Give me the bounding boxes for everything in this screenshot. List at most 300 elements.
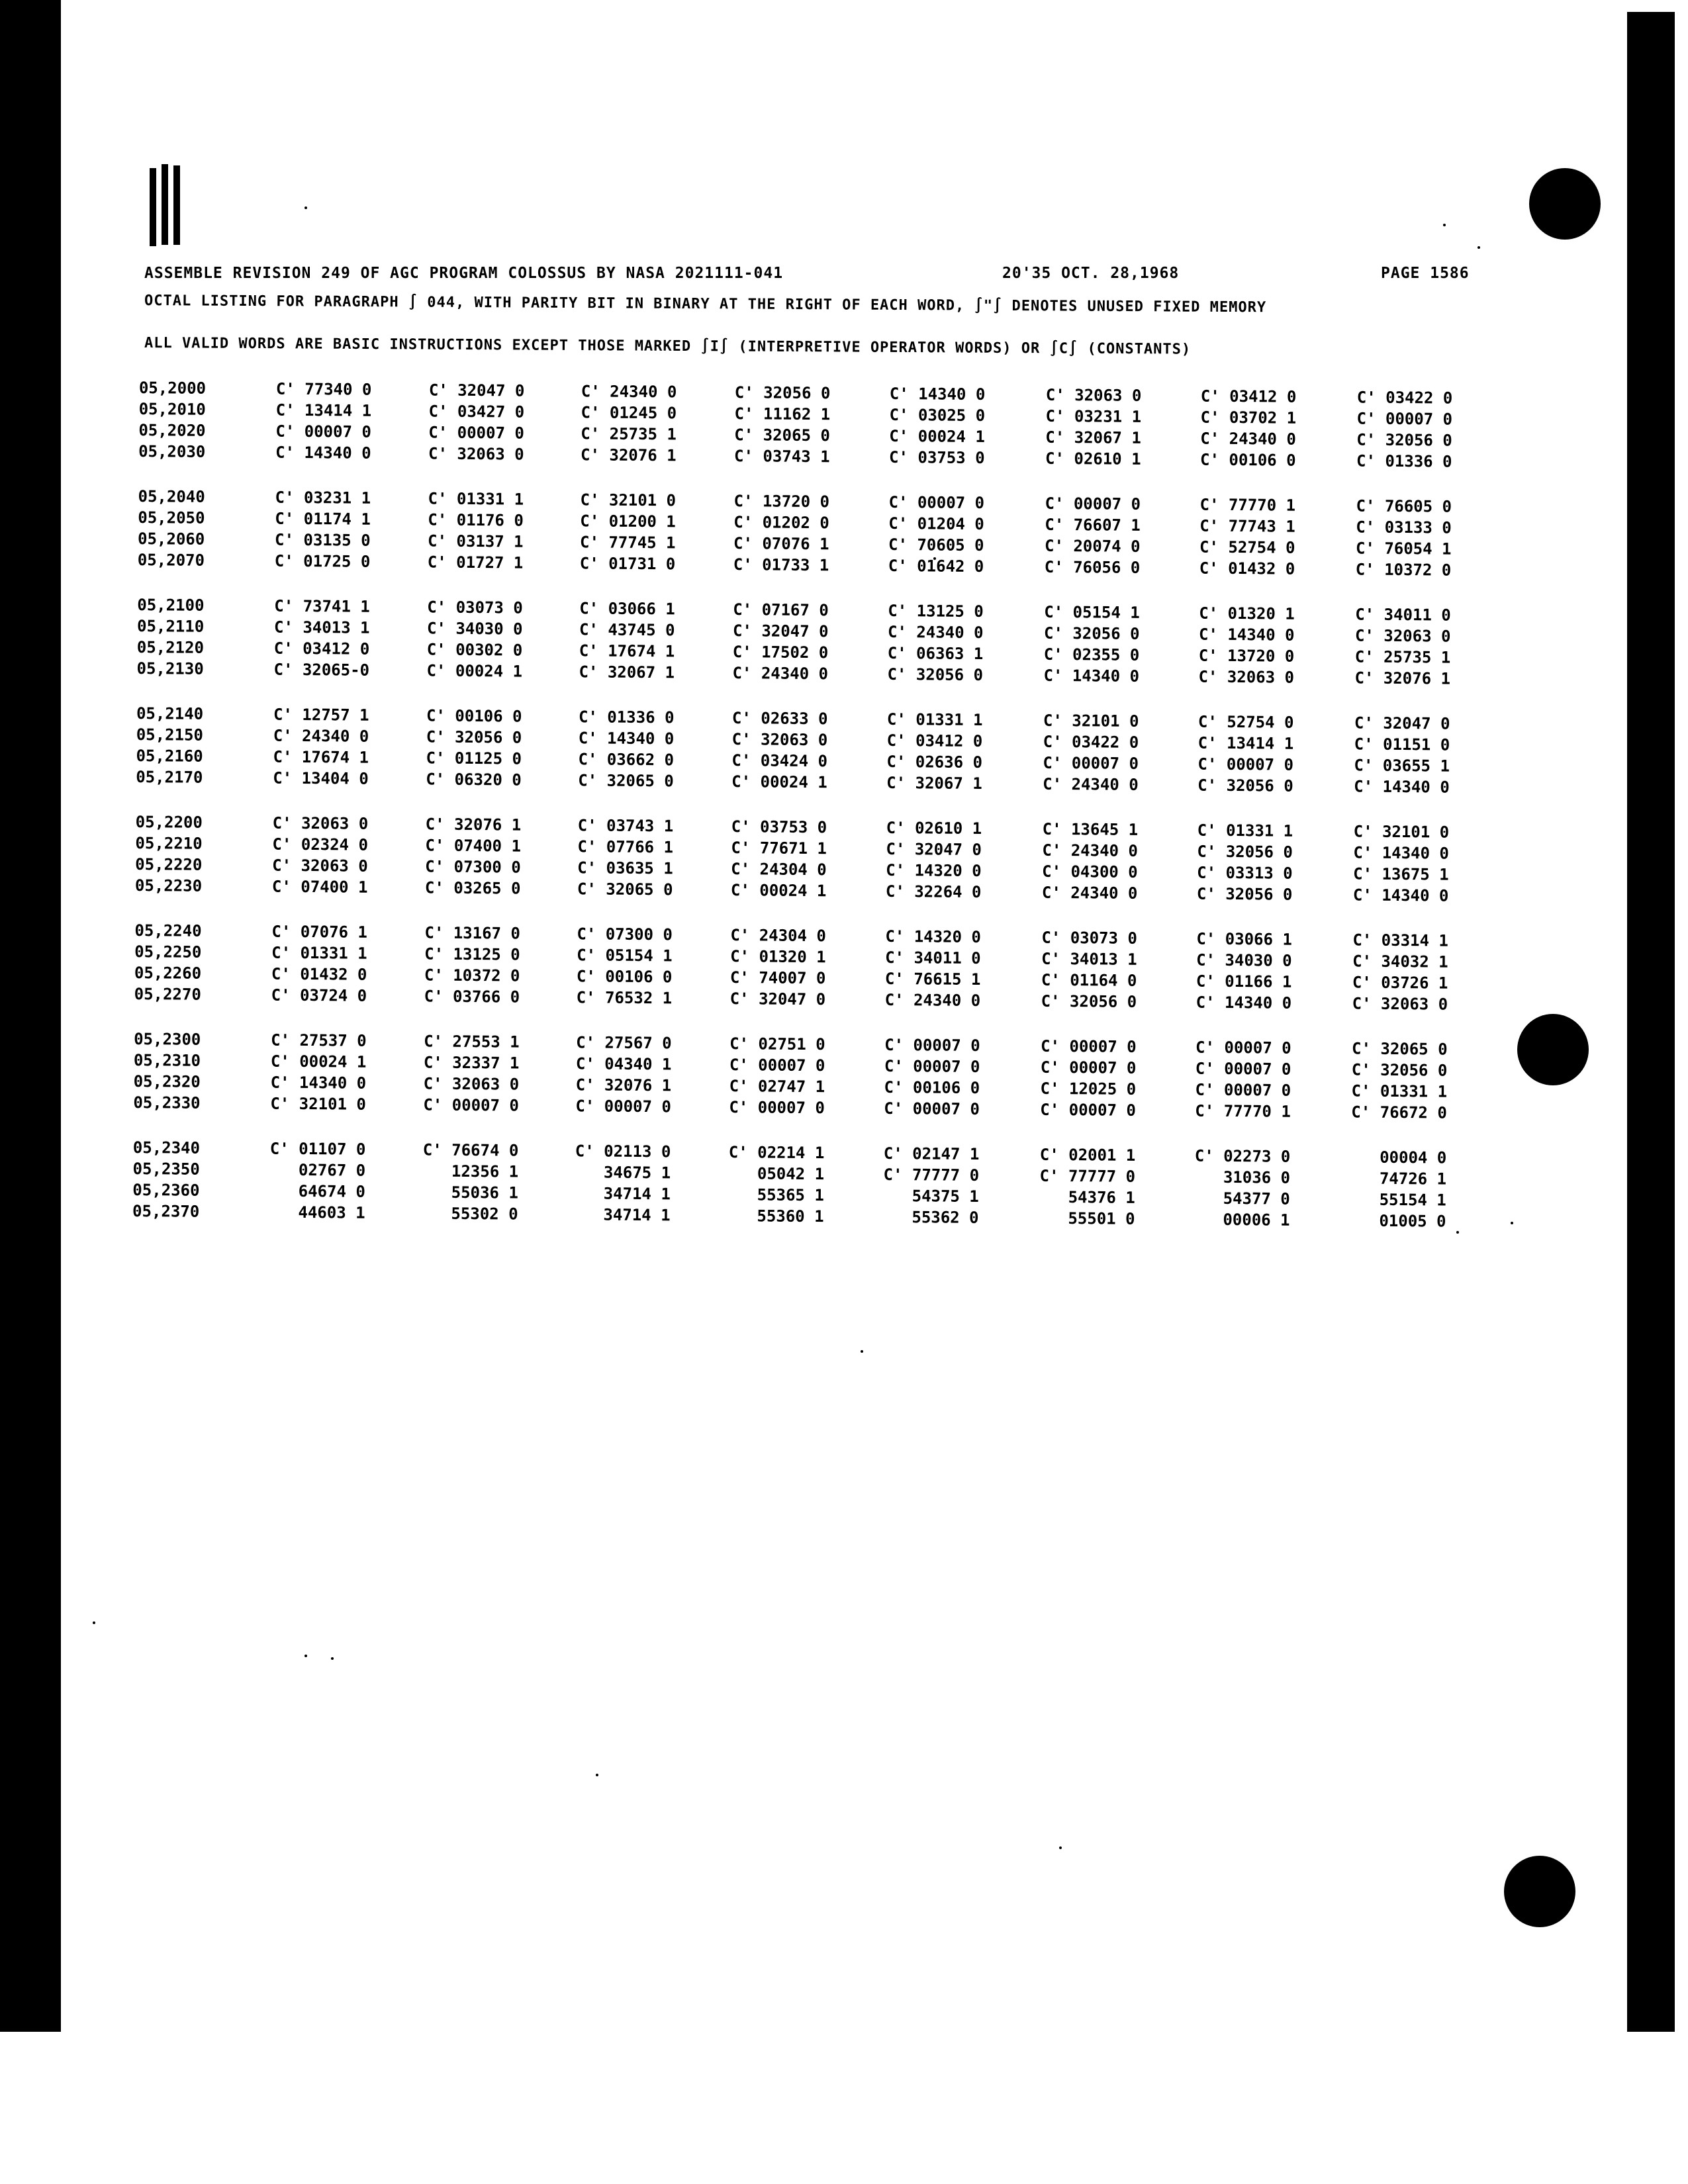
octal-word: C' 14340 0 [578,729,675,749]
address-label: 05,2110 [136,616,205,636]
octal-word: C' 76674 0 [422,1140,519,1160]
octal-word: 55302 0 [422,1204,518,1224]
octal-word: 55362 0 [882,1207,979,1228]
octal-word: C' 01200 1 [580,512,676,531]
listing-subtitle: OCTAL LISTING FOR PARAGRAPH ∫ 044, WITH PARITY BIT IN BINARY AT THE RIGHT OF EACH WORD, ∫"∫ DENOTES UNUSED FIXED MEMORY [144,293,1267,316]
octal-word: C' 24340 0 [273,726,369,746]
octal-word: C' 32056 0 [734,383,831,403]
octal-word: C' 34032 1 [1352,952,1448,972]
octal-word: 31036 0 [1194,1167,1291,1187]
octal-word: C' 03066 1 [579,599,675,619]
octal-word: C' 01432 0 [271,964,367,984]
octal-word: C' 32047 0 [1354,713,1450,733]
octal-word: C' 03412 0 [886,731,983,751]
octal-word: C' 00007 0 [1041,1036,1137,1056]
octal-word: C' 03135 0 [274,530,371,550]
octal-word: C' 05154 1 [577,946,673,966]
octal-word: C' 32063 0 [272,813,369,833]
octal-word: C' 02001 1 [1039,1145,1136,1165]
octal-word: C' 32065 0 [578,771,674,791]
address-label: 05,2130 [136,659,204,678]
octal-word: C' 00024 1 [270,1052,367,1071]
octal-word: C' 07300 0 [425,857,521,877]
octal-word: C' 14340 0 [1353,843,1450,863]
octal-word: C' 10372 0 [1355,560,1452,580]
octal-word: 01005 0 [1350,1211,1446,1231]
address-label: 05,2140 [136,704,204,723]
octal-word: 64674 0 [269,1181,365,1201]
octal-word: C' 03314 1 [1352,931,1448,950]
octal-word: C' 00007 0 [884,1056,980,1077]
octal-word: C' 03265 0 [424,878,521,898]
octal-word: C' 03724 0 [271,985,367,1005]
listing-block [136,596,1501,691]
octal-word: C' 11162 1 [734,404,831,424]
octal-word: C' 02610 1 [886,818,982,839]
address-label: 05,2040 [138,486,205,506]
octal-word: C' 17502 0 [732,643,829,662]
octal-word: C' 00007 0 [575,1097,671,1116]
octal-word: 55501 0 [1039,1208,1135,1228]
octal-word: C' 00007 0 [1196,1038,1291,1058]
address-label: 05,2200 [135,812,203,832]
octal-word: 54376 1 [1039,1187,1135,1207]
octal-word: C' 74007 0 [729,968,826,988]
octal-word: C' 14320 0 [885,927,982,947]
octal-word: C' 03313 0 [1197,863,1293,883]
octal-word: C' 13675 1 [1353,864,1449,884]
octal-word: C' 03743 1 [733,447,830,467]
octal-word: C' 14340 0 [889,384,986,404]
octal-word: C' 02636 0 [886,752,983,772]
listing-block [135,813,1499,908]
octal-word: C' 25735 1 [1354,647,1451,667]
octal-word: C' 14340 0 [1352,886,1449,905]
octal-word: C' 03231 1 [275,488,371,508]
octal-word: C' 01432 0 [1199,559,1295,578]
octal-word: C' 03422 0 [1043,732,1139,752]
octal-word: C' 07167 0 [733,600,829,620]
octal-word: C' 00007 0 [1043,753,1139,773]
octal-word: C' 03766 0 [424,987,520,1007]
octal-word: C' 32056 0 [1041,991,1137,1011]
octal-word: C' 24340 0 [1041,883,1138,903]
octal-word: C' 01331 1 [428,489,524,509]
octal-word: C' 76605 0 [1356,496,1452,516]
address-label: 05,2250 [134,942,202,962]
octal-word: C' 24340 0 [1200,429,1296,449]
octal-word: C' 00024 1 [730,881,827,901]
octal-word: C' 32067 1 [579,662,675,682]
octal-word: 34714 1 [574,1205,671,1225]
octal-word: C' 32063 0 [423,1074,520,1094]
octal-word: C' 00007 0 [729,1098,825,1118]
octal-word: C' 03412 0 [273,639,370,659]
octal-word: C' 01320 1 [730,947,826,967]
octal-word: C' 32065-0 [273,660,370,680]
octal-word: C' 76054 1 [1355,539,1452,559]
octal-word: C' 77745 1 [579,533,676,553]
octal-word: C' 01202 0 [733,513,829,533]
octal-word: C' 14320 0 [886,860,982,881]
octal-word: C' 76672 0 [1351,1103,1447,1122]
octal-word: C' 01245 0 [581,403,677,423]
address-label: 05,2240 [134,921,202,940]
octal-word: 55360 1 [727,1206,824,1226]
octal-word: C' 01336 0 [578,707,675,727]
octal-word: C' 01642 0 [888,556,984,576]
octal-word: C' 13414 1 [275,400,372,420]
octal-word: C' 24304 0 [730,926,827,946]
octal-word: C' 32063 0 [1354,626,1451,646]
octal-word: C' 07766 1 [577,837,674,857]
octal-word: C' 77770 1 [1199,495,1296,515]
address-label: 05,2340 [132,1138,201,1158]
octal-word: C' 32063 0 [731,730,828,750]
assembly-header [144,265,1470,282]
octal-word: C' 32067 1 [886,773,982,794]
octal-word: C' 32063 0 [272,856,368,876]
address-label: 05,2070 [137,550,205,570]
octal-word: C' 01107 0 [269,1139,366,1159]
octal-word: C' 70605 0 [888,535,984,555]
octal-word: C' 03702 1 [1200,408,1297,428]
punch-hole-bottom [1504,1856,1575,1927]
octal-word: C' 00302 0 [426,640,523,660]
octal-word: C' 14340 0 [275,443,371,463]
octal-word: C' 00007 0 [888,492,985,513]
octal-word: C' 24340 0 [887,622,984,643]
octal-word: C' 01331 1 [886,709,983,730]
octal-word: C' 32076 1 [425,815,522,835]
octal-word: C' 03066 1 [1196,929,1293,949]
octal-word: C' 00007 0 [729,1056,825,1075]
octal-word: C' 32063 0 [1198,667,1295,687]
address-label: 05,2170 [136,767,203,787]
octal-word: 55365 1 [728,1185,824,1205]
octal-word: C' 32065 0 [734,426,830,445]
octal-word: C' 27553 1 [424,1032,520,1052]
page-number: PAGE 1586 [1381,265,1470,282]
octal-word: C' 32056 0 [1356,430,1452,450]
octal-word: C' 01731 0 [579,554,676,574]
octal-word: C' 00106 0 [576,967,673,987]
octal-word: C' 00007 0 [884,1035,980,1056]
octal-word: C' 01174 1 [275,509,371,529]
octal-word: C' 34030 0 [426,619,523,639]
octal-word: C' 00007 0 [1040,1058,1137,1077]
octal-word: C' 32076 1 [1354,668,1451,688]
octal-word: C' 01204 0 [888,514,984,534]
octal-word: C' 14340 0 [1198,625,1295,645]
octal-word: C' 32101 0 [270,1094,367,1114]
punch-hole-top [1529,168,1601,240]
address-label: 05,2300 [134,1029,201,1049]
address-label: 05,2150 [136,725,204,745]
octal-word: 44603 1 [269,1203,365,1222]
octal-word: C' 52754 0 [1199,537,1295,557]
octal-word: C' 06320 0 [426,770,522,790]
octal-word: C' 34030 0 [1196,950,1292,970]
octal-word: C' 00007 0 [1197,754,1294,774]
octal-word: C' 01166 1 [1196,972,1292,991]
octal-word: C' 01164 0 [1041,970,1137,990]
octal-word: C' 52754 0 [1197,712,1294,732]
scan-edge-left [0,0,61,2032]
octal-word: C' 32264 0 [885,882,982,902]
address-label: 05,2030 [138,441,206,461]
octal-word: C' 03231 1 [1045,406,1142,426]
octal-word: C' 07400 1 [271,877,368,897]
octal-word: C' 02633 0 [731,709,828,729]
octal-word: C' 02355 0 [1043,645,1140,664]
octal-word: 34675 1 [575,1163,671,1183]
listing-legend: ALL VALID WORDS ARE BASIC INSTRUCTIONS EXCEPT THOSE MARKED ∫I∫ (INTERPRETIVE OPERATOR WORDS) OR ∫C∫ (CONSTANTS) [144,335,1192,358]
octal-word: C' 10372 0 [424,966,520,985]
address-label: 05,2220 [135,854,203,874]
octal-word: C' 03655 1 [1354,756,1450,776]
octal-word: C' 00007 0 [423,1095,519,1115]
octal-word: C' 01727 1 [427,553,524,572]
octal-word: C' 00007 0 [1040,1100,1136,1120]
octal-word: C' 32101 0 [1043,711,1139,731]
octal-word: C' 32056 0 [1197,776,1293,796]
octal-word: C' 24340 0 [1043,774,1139,794]
octal-word: C' 00106 0 [1199,450,1296,470]
octal-word: 55036 1 [422,1183,518,1203]
octal-word: C' 03726 1 [1352,973,1448,993]
assembly-title: ASSEMBLE REVISION 249 OF AGC PROGRAM COLOSSUS BY NASA 2021111-041 [144,265,784,282]
octal-word: C' 32101 0 [580,490,677,510]
octal-word: C' 02747 1 [729,1077,825,1097]
octal-word: C' 01125 0 [426,749,522,768]
octal-word: 02767 0 [269,1160,366,1180]
octal-word: 55154 1 [1350,1190,1446,1210]
octal-word: C' 32056 0 [1351,1060,1448,1080]
octal-word: C' 32065 0 [577,880,673,899]
octal-word: C' 06363 1 [887,643,984,664]
octal-word: C' 00024 1 [731,772,827,792]
octal-word: C' 00106 0 [426,706,522,726]
octal-word: C' 01320 1 [1199,604,1295,623]
octal-word: C' 00024 1 [426,661,523,681]
octal-word: C' 32056 0 [1197,842,1293,862]
octal-word: C' 03133 0 [1356,518,1452,537]
octal-word: C' 01151 0 [1354,735,1450,754]
octal-word: C' 13720 0 [1198,646,1295,666]
address-label: 05,2330 [133,1093,201,1113]
octal-word: C' 07076 1 [733,534,829,554]
octal-word: C' 03073 0 [1041,928,1138,948]
address-label: 05,2050 [138,508,205,527]
octal-word: C' 24340 0 [1042,841,1139,860]
address-label: 05,2370 [132,1201,200,1221]
address-label: 05,2310 [133,1050,201,1070]
octal-word: C' 03424 0 [731,751,828,771]
octal-listing [132,379,1503,1257]
octal-word: C' 00007 0 [428,423,524,443]
octal-word: C' 32063 0 [1045,385,1142,405]
octal-word: C' 00007 0 [275,422,371,441]
octal-word: C' 00007 0 [1195,1080,1291,1100]
octal-word: C' 00007 0 [1045,494,1141,514]
octal-word: C' 02147 1 [883,1144,980,1164]
octal-word: C' 03137 1 [427,531,524,551]
octal-word: C' 01331 1 [1197,821,1293,841]
octal-word: C' 01336 0 [1356,451,1452,471]
octal-word: C' 77671 1 [731,839,827,858]
listing-block [133,1030,1497,1125]
octal-word: C' 32337 1 [423,1053,520,1073]
octal-word: C' 01331 1 [271,943,367,963]
octal-word: C' 03662 0 [578,750,675,770]
octal-word: C' 07300 0 [577,925,673,944]
listing-block [132,1138,1497,1234]
octal-word: 00004 0 [1350,1148,1447,1167]
octal-word: C' 13167 0 [424,923,521,943]
address-label: 05,2320 [133,1071,201,1091]
octal-word: C' 17674 1 [579,641,675,661]
octal-word: C' 24340 0 [884,990,981,1011]
octal-word: C' 73741 1 [274,596,370,616]
octal-word: C' 02751 0 [729,1034,825,1054]
octal-word: C' 00007 0 [1356,409,1453,429]
octal-word: C' 01733 1 [733,555,829,575]
octal-word: C' 02273 0 [1194,1146,1291,1166]
octal-word: C' 14340 0 [1196,993,1292,1013]
octal-word: C' 25735 1 [581,424,677,444]
octal-word: C' 03635 1 [577,858,673,878]
octal-word: C' 14340 0 [270,1073,367,1093]
punch-hole-middle [1517,1014,1589,1085]
octal-word: C' 77743 1 [1199,516,1295,536]
octal-word: C' 01331 1 [1351,1081,1448,1101]
octal-word: C' 32047 0 [886,839,982,860]
address-label: 05,2360 [132,1180,200,1200]
octal-word: C' 04340 1 [575,1054,672,1074]
octal-word: C' 00007 0 [1195,1059,1291,1079]
octal-word: C' 14340 0 [1354,777,1450,797]
octal-word: C' 32063 0 [1352,994,1448,1014]
octal-word: C' 13720 0 [733,492,830,512]
assembly-date: 20'35 OCT. 28,1968 [1002,265,1180,282]
listing-block [138,487,1502,582]
octal-word: C' 34011 0 [885,948,981,968]
address-label: 05,2260 [134,963,202,983]
octal-word: C' 24340 0 [581,382,677,402]
octal-word: C' 00024 1 [889,426,985,447]
octal-word: C' 24340 0 [732,664,829,684]
octal-word: C' 32101 0 [1353,822,1450,842]
address-label: 05,2210 [135,833,203,853]
octal-word: C' 03427 0 [428,402,525,422]
octal-word: C' 02214 1 [728,1143,825,1163]
octal-word: C' 34011 0 [1355,605,1451,625]
octal-word: C' 76615 1 [884,969,981,989]
octal-word: C' 13645 1 [1042,819,1139,839]
octal-word: C' 12757 1 [273,705,369,725]
octal-word: C' 32067 1 [1045,428,1141,447]
octal-word: C' 32056 0 [1196,884,1293,904]
octal-word: C' 77777 0 [1039,1166,1136,1186]
octal-word: C' 27537 0 [271,1030,367,1050]
octal-word: C' 13125 0 [424,944,520,964]
octal-word: C' 24304 0 [731,860,827,880]
octal-word: C' 32076 1 [575,1075,672,1095]
octal-word: C' 02324 0 [272,835,369,854]
octal-word: C' 02113 0 [575,1142,671,1161]
octal-word: C' 20074 0 [1044,536,1141,556]
octal-word: C' 32063 0 [428,444,524,464]
octal-word: C' 03743 1 [577,816,674,836]
octal-word: C' 32056 0 [426,727,522,747]
octal-word: C' 02610 1 [1045,449,1141,469]
address-label: 05,2230 [134,876,203,895]
listing-block [134,921,1499,1017]
octal-word: C' 01176 0 [428,510,524,530]
octal-word: C' 32047 0 [428,381,525,400]
octal-word: C' 32056 0 [1043,623,1140,643]
octal-word: C' 12025 0 [1040,1079,1137,1099]
octal-word: C' 32065 0 [1351,1039,1448,1059]
address-label: 05,2270 [134,984,201,1004]
octal-word: C' 13125 0 [888,601,984,621]
address-label: 05,2120 [136,637,205,657]
octal-word: C' 34013 1 [273,617,370,637]
octal-word: C' 04300 0 [1042,862,1138,882]
octal-word: C' 76532 1 [576,988,673,1008]
octal-word: C' 77777 0 [883,1165,980,1185]
address-label: 05,2350 [132,1159,200,1179]
octal-word: C' 07400 1 [425,836,522,856]
octal-word: C' 32056 0 [887,664,984,685]
address-label: 05,2060 [137,529,205,549]
octal-word: C' 13414 1 [1197,733,1294,753]
octal-word: 54377 0 [1194,1189,1290,1208]
octal-word: C' 07076 1 [271,922,368,942]
octal-word: C' 01725 0 [274,551,371,571]
octal-word: C' 76607 1 [1045,515,1141,535]
octal-word: C' 03073 0 [427,598,523,617]
octal-word: 54375 1 [883,1186,979,1206]
octal-word: C' 34013 1 [1041,949,1137,969]
listing-block [136,704,1500,799]
octal-word: 74726 1 [1350,1169,1447,1189]
octal-word: C' 14340 0 [1043,666,1140,686]
octal-word: C' 03412 0 [1200,387,1297,406]
address-label: 05,2160 [136,746,203,766]
octal-word: C' 03753 0 [731,817,827,837]
address-label: 05,2100 [137,595,205,615]
octal-word: C' 05154 1 [1044,602,1140,622]
octal-word: C' 13404 0 [273,768,369,788]
octal-word: C' 03753 0 [888,447,985,468]
octal-word: 34714 1 [575,1184,671,1204]
address-label: 05,2020 [138,420,206,440]
octal-word: C' 00007 0 [884,1099,980,1119]
octal-word: C' 43745 0 [579,620,675,640]
octal-word: C' 32047 0 [729,989,826,1009]
octal-word: 05042 1 [728,1164,825,1184]
scan-edge-right [1627,12,1675,2032]
octal-word: 12356 1 [422,1161,519,1181]
address-label: 05,2010 [138,399,206,419]
octal-word: C' 17674 1 [273,747,369,767]
octal-word: C' 32047 0 [732,621,829,641]
octal-word: 00006 1 [1194,1210,1290,1230]
octal-word: C' 76056 0 [1044,557,1141,577]
address-label: 05,2000 [138,379,207,398]
